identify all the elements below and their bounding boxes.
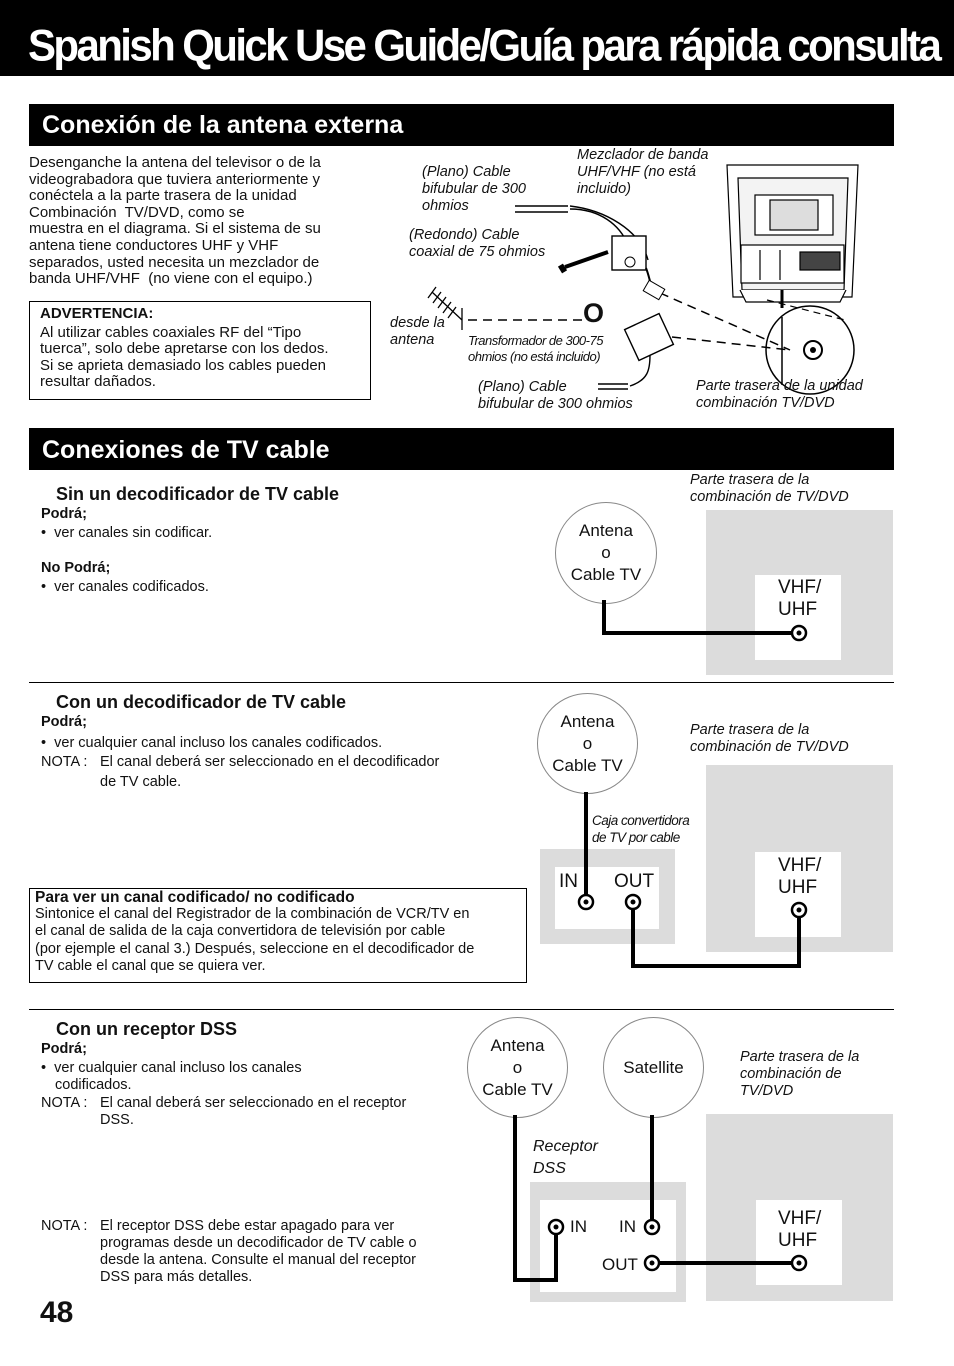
label-line: o	[582, 733, 593, 753]
with-dss-can: Podrá;	[41, 1041, 87, 1057]
label-line: Antena	[579, 521, 633, 540]
tip-line: (por ejemple el canal 3.) Después, seleccione en el decodificador de	[35, 940, 475, 957]
label-line: bifubular de 300	[422, 181, 526, 197]
label-line: Parte trasera de la	[690, 722, 810, 738]
label-line: UHF	[778, 599, 818, 620]
label-line: (Plano) Cable	[422, 164, 511, 180]
converter-out-label: OUT	[614, 871, 655, 892]
warning-line: tuerca”, solo debe apretarse con los dedos.	[40, 340, 329, 358]
item-text: ver cualquier canal incluso los canales	[54, 1060, 302, 1076]
cable-wire-3a	[515, 1115, 556, 1280]
intro-line: conéctela a la parte trasera de la unidad	[29, 187, 297, 205]
label-line: Cable TV	[570, 565, 642, 584]
with-decoder-can-item: • ver cualquier canal incluso los canales codificados.	[41, 735, 383, 751]
antenna-section-heading: Conexión de la antena externa	[42, 111, 404, 139]
note-line: programas desde un decodificador de TV cable o	[100, 1235, 417, 1251]
with-dss-title: Con un receptor DSS	[56, 1019, 238, 1039]
without-decoder-cannot-item: • ver canales codificados.	[41, 579, 209, 595]
intro-line: Combinación TV/DVD, como se	[29, 203, 245, 221]
item-text: ver canales codificados.	[54, 579, 209, 595]
label-line: VHF/	[778, 855, 822, 876]
cable-wire-1	[604, 600, 799, 633]
tip-line: TV cable el canal que se quiera ver.	[35, 957, 266, 974]
intro-line: muestra en el diagrama. Si el sistema de su	[29, 220, 321, 238]
page-number: 48	[40, 1296, 74, 1329]
tip-line: el canal de salida de la caja convertidora de televisión por cable	[35, 923, 446, 940]
label-line: Antena	[490, 1035, 545, 1055]
label-line: antena	[390, 332, 435, 348]
label-line: combinación de TV/DVD	[690, 739, 849, 755]
label-line: ohmios	[422, 198, 469, 214]
with-dss-can-item: • ver cualquier canal incluso los canales codificados.	[41, 1060, 302, 1093]
without-decoder-title: Sin un decodificador de TV cable	[56, 484, 340, 504]
intro-line: Desenganche la antena del televisor o de la	[29, 154, 321, 171]
label-line: Cable TV	[552, 755, 623, 775]
warning-line: Al utilizar cables coaxiales RF del “Tipo	[40, 323, 302, 341]
with-decoder-note-prefix: NOTA :	[41, 754, 88, 770]
note-line: desde la antena. Consulte el manual del receptor	[100, 1252, 416, 1268]
dss-out-label: OUT	[602, 1255, 638, 1274]
label-line: o	[601, 543, 611, 562]
label-line: incluido)	[577, 181, 631, 197]
item-text: ver canales sin codificar.	[54, 525, 213, 541]
label-line: VHF/	[778, 577, 822, 598]
label-line: TV/DVD	[740, 1083, 794, 1099]
intro-line: videograbadora que tuviera anteriormente y	[29, 170, 321, 188]
cable-section-heading: Conexiones de TV cable	[42, 436, 330, 464]
tip-title: Para ver un canal codificado/ no codificado	[35, 889, 355, 906]
note-line: El canal deberá ser seleccionado en el receptor	[100, 1095, 407, 1111]
label-line: Parte trasera de la	[740, 1049, 860, 1065]
warning-title: ADVERTENCIA:	[40, 305, 154, 322]
label-line: bifubular de 300 ohmios	[478, 396, 633, 412]
label-line: o	[512, 1057, 523, 1077]
warning-line: resultar dañados.	[40, 373, 156, 391]
label-line: combinación de	[740, 1066, 842, 1082]
label-line: Mezclador de banda	[577, 147, 709, 163]
intro-line: separados, usted necesita un mezclador de	[29, 253, 320, 271]
satellite-label: Satellite	[623, 1057, 684, 1077]
label-line: de TV por cable	[592, 830, 680, 845]
label-line: Receptor	[533, 1138, 598, 1155]
label-line: UHF/VHF (no está	[577, 164, 696, 180]
item-text: ver cualquier canal incluso los canales codificados.	[54, 735, 383, 751]
label-line: coaxial de 75 ohmios	[409, 244, 546, 260]
label-line: desde la	[390, 315, 445, 331]
label-line: Parte trasera de la unidad	[696, 378, 863, 394]
note-line: El canal deberá ser seleccionado en el decodificador	[100, 754, 440, 770]
label-line: DSS	[533, 1160, 566, 1177]
without-decoder-can: Podrá;	[41, 506, 87, 522]
label-line: UHF	[778, 877, 818, 898]
label-line: (Redondo) Cable	[409, 227, 520, 243]
without-decoder-can-item: • ver canales sin codificar.	[41, 525, 213, 541]
label-line: combinación TV/DVD	[696, 395, 835, 411]
label-line: VHF/	[778, 1208, 822, 1229]
note-line: El receptor DSS debe estar apagado para ver	[100, 1218, 395, 1234]
warning-line: Si se aprieta demasiado los cables pueden	[40, 356, 327, 374]
note-line: DSS.	[100, 1112, 134, 1128]
intro-line: antena tiene conductores UHF y VHF	[29, 236, 279, 254]
item-text: codificados.	[55, 1077, 132, 1093]
dss-in-label-1: IN	[570, 1217, 587, 1236]
label-line: (Plano) Cable	[478, 379, 567, 395]
label-line: combinación de TV/DVD	[690, 489, 849, 505]
cable-wire-2b	[633, 902, 799, 966]
label-line: Transformador de 300-75	[468, 333, 603, 348]
label-line: Antena	[560, 711, 615, 731]
with-decoder-title: Con un decodificador de TV cable	[56, 692, 347, 712]
with-decoder-can: Podrá;	[41, 714, 87, 730]
label-line: ohmios (no está incluido)	[468, 349, 601, 364]
dss-in-label-2: IN	[619, 1217, 636, 1236]
note-line: DSS para más detalles.	[100, 1269, 253, 1285]
converter-in-label: IN	[559, 871, 578, 892]
label-line: Parte trasera de la	[690, 472, 810, 488]
label-line: UHF	[778, 1230, 818, 1251]
without-decoder-cannot: No Podrá;	[41, 560, 111, 576]
with-dss-note2-prefix: NOTA :	[41, 1218, 88, 1234]
label-line: Caja convertidora	[592, 813, 690, 828]
note-line: de TV cable.	[100, 774, 182, 790]
label-line: Cable TV	[482, 1079, 553, 1099]
tip-line: Sintonice el canal del Registrador de la combinación de VCR/TV en	[35, 906, 470, 923]
with-dss-note-prefix: NOTA :	[41, 1095, 88, 1111]
label-or: O	[583, 298, 605, 328]
page-title: Spanish Quick Use Guide/Guía para rápida consulta	[28, 20, 940, 71]
intro-line: banda UHF/VHF (no viene con el equipo.)	[29, 270, 313, 288]
